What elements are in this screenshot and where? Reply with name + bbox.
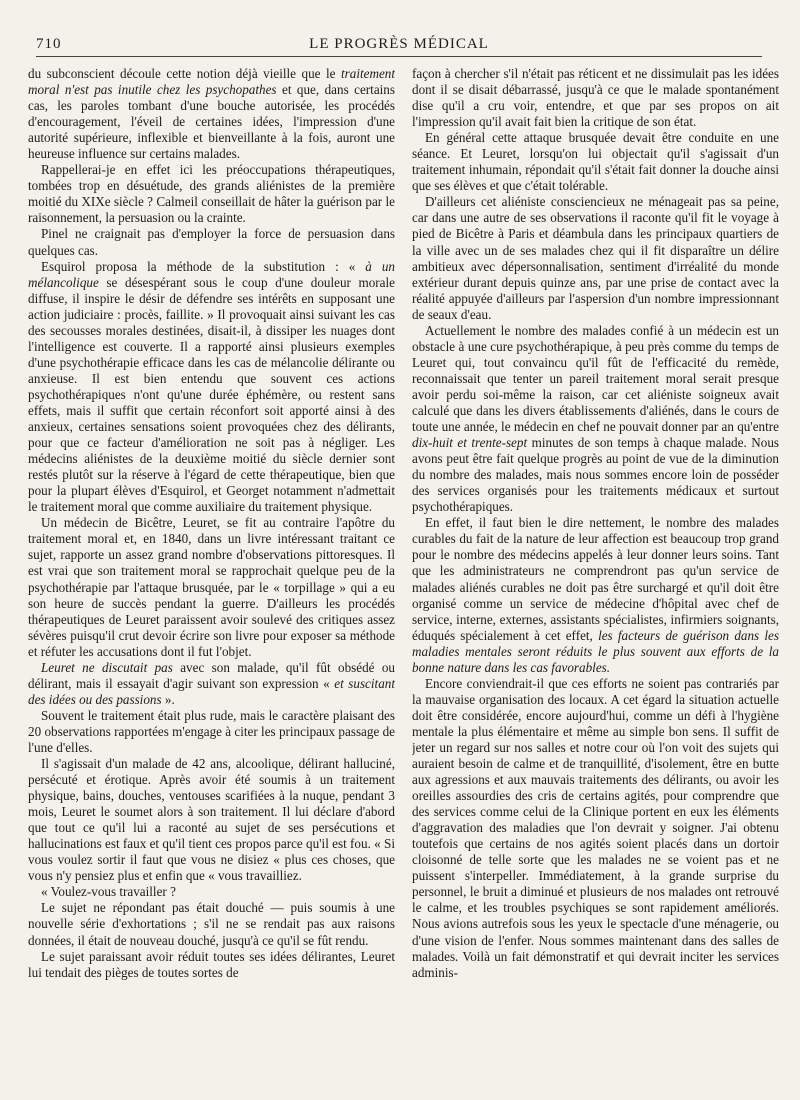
paragraph: [28, 884, 395, 900]
text-run: Pinel ne craignait pas d'employer la force de persuasion dans quelques cas.: [28, 226, 395, 258]
italic-text: les facteurs de guérison dans les maladies mentales seront réduits le plus souvent aux efforts de la bonne nature dans les cas favorables.: [412, 627, 779, 675]
paragraph: [412, 676, 779, 981]
paragraph: [28, 900, 395, 948]
text-run: En effet, il faut bien le dire nettement, le nombre des malades curables du fait de la nature de leur affection est beaucoup trop grand pour le nombre des médecins appelés à leur donner leurs soins. Tant que les administrateurs ne comprendront pas qu'un service de malades aliénés curables ne doit pas être surchargé et qu'il doit être organisé comme un service de médecine d'hôpital avec chef de service, interne, externes, assistants spécialistes, infirmiers soignants, éduqués spécialement à cet effet,: [412, 515, 779, 643]
text-run: se désespérant sous le coup d'une douleur morale diffuse, il inspire le désir de défendre ses intérêts en supposant une action judiciaire : procès, faillite. » Il provoquait ainsi suivant les cas des secousses morales destinées, disait-il, à dissiper les nuages dont l'intelligence est couverte. Il a rapporté ainsi plusieurs exemples d'une psychothérapie efficace dans les cas de mélancolie délirante ou anxieuse. Il est bien entendu que souvent ces actions psychothérapiques n'ont qu'une durée éphémère, ou restent sans effets, mais il suffit que certain réconfort soit apporté ainsi à des anxieux, certaines sensations soient provoquées chez des délirants, pour que ce facteur d'amélioration ne soit pas à négliger. Les médecins aliénistes de la deuxième moitié du siècle dernier sont restés plutôt sur la réserve à l'égard de cette thérapeutique, bien que pour la plupart élèves d'Esquirol, et Georget notamment n'admettait le traitement moral que comme auxiliaire du traitement physique.: [28, 274, 395, 515]
right-column: [412, 66, 779, 1086]
paragraph: [412, 515, 779, 675]
italic-text: à un mélancolique: [28, 258, 395, 290]
paragraph: [412, 66, 779, 130]
running-title: LE PROGRÈS MÉDICAL: [309, 36, 489, 52]
paragraph: [412, 130, 779, 194]
text-run: du subconscient découle cette notion déjà vieille que le: [28, 66, 341, 81]
text-run: façon à chercher s'il n'était pas réticent et ne dissimulait pas les idées dont il se disait débarrassé, jusqu'à ce que le malade spontanément dise qu'il a cru voir, entendre, et que par ses propos on ait l'impression qu'il avait fait bien la critique de son état.: [412, 66, 779, 130]
text-run: Le sujet ne répondant pas était douché — puis soumis à une nouvelle série d'exhortations ; s'il ne se rendait pas aux raisons données, il était de nouveau douché, jusqu'à ce qu'il se fût rendu.: [28, 900, 395, 948]
paragraph: [28, 756, 395, 884]
paragraph: [28, 259, 395, 516]
text-run: D'ailleurs cet aliéniste consciencieux ne ménageait pas sa peine, car dans une autre de ses observations il raconte qu'il fit le voyage à pied de Bicêtre à Paris et déambula dans les principaux quartiers de la ville avec un de ses malades chez qui il fit disparaître un délire ambitieux avec dépersonnalisation, sentiment d'irréalité du monde extérieur durant depuis quinze ans, par une prise de contact avec la réalité appuyée d'ailleurs par l'aspersion d'un nombre impressionnant de seaux d'eau.: [412, 194, 779, 322]
text-run: « Voulez-vous travailler ?: [41, 884, 176, 900]
paragraph: [28, 66, 395, 162]
text-run: Un médecin de Bicêtre, Leuret, se fit au contraire l'apôtre du traitement moral et, en 1840, dans un livre intéressant traitant ce sujet, rapporte un assez grand nombre d'observations pittoresques. Il est vrai que son traitement moral se rapprochait quelque peu de la psychothérapie par l'attaque brusquée, par le « torpillage » qui a eu son heure de succès pendant la guerre. D'ailleurs les procédés thérapeutiques de Leuret paraissent avoir soulevé des critiques assez sévères puisqu'il crut devoir écrire son livre pour exposer sa méthode et réfuter les accusations dont il fut l'objet.: [28, 515, 395, 659]
italic-text: Leuret ne discutait pas: [41, 659, 173, 675]
italic-text: dix-huit et trente-sept: [412, 435, 528, 451]
text-run: Il s'agissait d'un malade de 42 ans, alcoolique, délirant halluciné, persécuté et érotique. Après avoir été soumis à un traitement physique, bains, douches, ventouses scarifiées à la nuque, pendant 3 mois, Leuret le soumet alors à son traitement. Il lui déclare d'abord que tout ce qu'il lui a raconté au sujet de ses persécutions et hallucinations est faux et qu'il tient ces propos parce qu'il est fou. « Si vous voulez sortir il faut que vous ne disiez « plus ces choses, que vous n'y pensiez plus et enfin que « vous travailliez.: [28, 756, 395, 884]
paragraph: [28, 515, 395, 659]
text-run: Encore conviendrait-il que ces efforts ne soient pas contrariés par la mauvaise organisation des locaux. A cet égard la situation actuelle doit être considérée, encore aujourd'hui, comme un défi à l'hygiène mentale la plus élémentaire et même au simple bon sens. Il suffit de jeter un regard sur nos salles et notre cour où l'on voit des sujets qui auraient besoin de calme et de tranquillité, d'isolement, être en butte aux agressions et aux mauvais traitements des délirants, ou avoir les oreilles assourdies des cris de certains agités, pour comprendre que des services comme celui de la Clinique portent en eux les éléments d'aggravation des maladies que l'on devrait y soigner. J'ai obtenu toutefois que certains de nos agités soient placés dans un dortoir cloisonné de telle sorte que les malades ne se voient pas et ne puissent s'interpeller. Immédiatement, à la grande surprise du personnel, le bruit a diminué et plusieurs de nos malades ont retrouvé le calme, et les troubles psychiques se sont rapidement améliorés. Nous avions autrefois sous les yeux le spectacle d'une ménagerie, ou d'une vision de l'enfer. Nous sommes maintenant dans des salles de malades. Voilà un fait démonstratif et qui devrait inciter les services adminis-: [412, 675, 779, 980]
text-run: Rappellerai-je en effet ici les préoccupations thérapeutiques, tombées trop en désuétude, des grands aliénistes de la première moitié du XIXe siècle ? Calmeil conseillait de hâter la guérison par le raisonnement, la persuasion ou la crainte.: [28, 162, 395, 226]
paragraph: [28, 708, 395, 756]
text-run: minutes de son temps à chaque malade. Nous avons peut être fait quelque progrès au point de vue de la diminution du nombre des malades, mais nous sommes encore loin de posséder des services organisés pour les traitements médicaux et surtout psychothérapiques.: [412, 435, 779, 515]
paragraph: [412, 194, 779, 322]
paragraph: [28, 660, 395, 708]
text-run: Actuellement le nombre des malades confié à un médecin est un obstacle à une cure psychothérapique, à peu près comme du temps de Leuret qui, tout convaincu qu'il fût de l'efficacité du remède, reconnaissait que tenter un pareil traitement moral serait presque avoir perdu soi-même la raison, car cet aliéniste soigneux avait calculé que dans les divers établissements d'aliénés, dans le cours de toute une année, le médecin en chef ne pouvait donner par an qu'entre: [412, 322, 779, 435]
text-run: ».: [161, 691, 175, 707]
paragraph: [412, 323, 779, 516]
header-rule: [36, 56, 762, 57]
paragraph: [28, 162, 395, 226]
text-run: Souvent le traitement était plus rude, mais le caractère plaisant des 20 observations rapportées m'engage à citer les principaux passage de l'une d'elles.: [28, 707, 395, 755]
page-header: [36, 30, 762, 56]
paragraph: [28, 226, 395, 258]
text-run: et que, dans certains cas, les paroles tombant d'une bouche autorisée, les procédés d'encouragement, l'éveil de certaines idées, l'impression d'une autorité supérieure, inflexible et bienveillante à la fois, auront une heureuse influence sur certains malades.: [28, 82, 395, 162]
text-run: Le sujet paraissant avoir réduit toutes ses idées délirantes, Leuret lui tendait des pièges de toutes sortes de: [28, 948, 395, 980]
left-column: [28, 66, 395, 1086]
italic-text: traitement moral n'est pas inutile chez les psychopathes: [28, 66, 395, 98]
italic-text: et suscitant des idées ou des passions: [28, 675, 395, 707]
paragraph: [28, 949, 395, 981]
text-run: Esquirol proposa la méthode de la substitution : «: [41, 258, 366, 274]
text-run: En général cette attaque brusquée devait être conduite en une séance. Et Leuret, lorsqu'on lui objectait qu'il s'agissait d'un traitement inhumain, répondait qu'il s'était fait donner la douche ainsi que ses élèves et que c'était tolérable.: [412, 130, 779, 194]
text-run: avec son malade, qu'il fût obsédé ou délirant, mais il essayait d'agir suivant son expression «: [28, 659, 395, 691]
page-number: 710: [36, 36, 62, 52]
